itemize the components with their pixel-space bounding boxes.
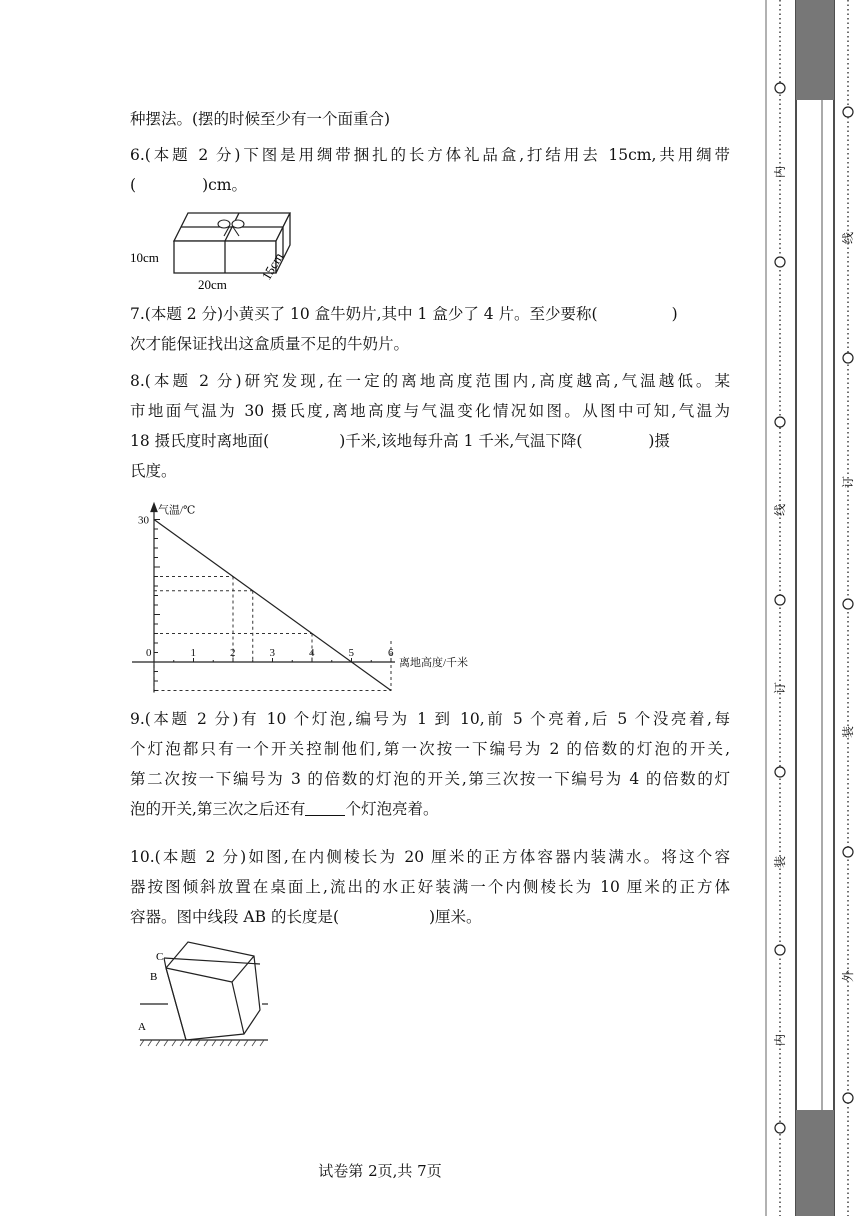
tilted-cube-figure (134, 938, 274, 1054)
binding-hole-icon (843, 847, 853, 857)
binding-hole-icon (775, 767, 785, 777)
binding-margin (760, 0, 860, 1216)
y-axis-title: 气温/℃ (158, 504, 196, 517)
binding-gray-bottom (796, 1110, 834, 1216)
water-surface-line (164, 958, 260, 964)
q8-line1: 8.(本题 2 分)研究发现,在一定的离地高度范围内,高度越高,气温越低。某 (130, 372, 730, 390)
binding-outer-label-2: 订 (841, 475, 855, 489)
question-10 (130, 842, 730, 932)
segment-cb (164, 958, 166, 968)
cube-edge-4 (166, 968, 186, 1040)
q9-line3: 第二次按一下编号为 3 的倍数的灯泡的开关,第三次按一下编号为 4 的倍数的灯 (130, 770, 730, 788)
q10-text-a: 容器。图中线段 AB 的长度是( (130, 908, 339, 926)
box-width-label: 15cm (258, 249, 287, 283)
binding-outer-label-4: 外 (841, 969, 855, 983)
binding-hole-icon (775, 595, 785, 605)
binding-hole-icon (775, 257, 785, 267)
q8-text-b: )千米,该地每升高 1 千米,气温下降( (339, 432, 583, 450)
q9-answer-blank[interactable] (305, 799, 345, 816)
q10-line2: 器按图倾斜放置在桌面上,流出的水正好装满一个内侧棱长为 10 厘米的正方体 (130, 878, 730, 896)
table-hatching (140, 1040, 264, 1046)
q6-paren-open: ( (130, 176, 137, 194)
q8-text-c: )摄 (648, 432, 670, 450)
q6-paren-close: )cm。 (202, 176, 247, 194)
binding-outer-label-1: 线 (841, 231, 855, 245)
x-tick-label: 3 (269, 647, 275, 659)
binding-hole-icon (843, 353, 853, 363)
box-height-label: 10cm (130, 250, 159, 265)
question-6 (130, 140, 730, 200)
q10-line3 (130, 902, 730, 932)
cube-outline (166, 942, 260, 1040)
y-tick-label: 30 (138, 514, 149, 527)
q9-line1: 9.(本题 2 分)有 10 个灯泡,编号为 1 到 10,前 5 个亮着,后 5 个没亮着,每 (130, 710, 730, 728)
x-tick-label: 4 (309, 647, 315, 659)
q8-text-a: 18 摄氏度时离地面( (130, 432, 270, 450)
question-5-tail (130, 104, 730, 134)
x-tick-label: 0 (146, 647, 152, 659)
q7-line2: 次才能保证找出这盒质量不足的牛奶片。 (130, 335, 410, 353)
binding-gray-top (796, 0, 834, 100)
q8-line3 (130, 426, 730, 456)
q6-line2 (130, 170, 730, 200)
binding-inner-label-2: 线 (773, 503, 787, 517)
point-b-label: B (150, 971, 158, 983)
q10-text-b: )厘米。 (429, 908, 482, 926)
point-a-label: A (138, 1021, 146, 1033)
binding-hole-icon (775, 1123, 785, 1133)
q9-line4 (130, 794, 730, 824)
q8-line2: 市地面气温为 30 摄氏度,离地高度与气温变化情况如图。从图中可知,气温为 (130, 402, 730, 420)
question-7 (130, 299, 730, 359)
x-tick-label: 5 (348, 647, 354, 659)
q7-text-b: ) (671, 305, 678, 323)
binding-inner-label-3: 订 (773, 681, 787, 695)
binding-inner-label-4: 装 (773, 855, 787, 869)
question-9 (130, 704, 730, 824)
question-8 (130, 366, 730, 486)
q6-line1: 6.(本题 2 分)下图是用绸带捆扎的长方体礼品盒,打结用去 15cm,共用绸带 (130, 146, 730, 164)
binding-inner-label-1: 内 (773, 165, 787, 179)
binding-outer-label-3: 装 (841, 725, 855, 739)
binding-hole-icon (775, 945, 785, 955)
q9-line2: 个灯泡都只有一个开关控制他们,第一次按一下编号为 2 的倍数的灯泡的开关, (130, 740, 730, 758)
q7-text-a: 7.(本题 2 分)小黄买了 10 盒牛奶片,其中 1 盒少了 4 片。至少要称( (130, 305, 598, 323)
cube-edge-1 (166, 968, 232, 982)
binding-hole-icon (775, 83, 785, 93)
q7-line1 (130, 299, 730, 329)
page-footer: 试卷第 2页,共 7页 (318, 1162, 442, 1180)
binding-hole-icon (843, 1093, 853, 1103)
q9-text-a: 泡的开关,第三次之后还有 (130, 800, 306, 818)
gift-box-figure (128, 205, 308, 295)
x-tick-label: 1 (190, 647, 196, 659)
q10-line1: 10.(本题 2 分)如图,在内侧棱长为 20 厘米的正方体容器内装满水。将这个容 (130, 848, 730, 866)
point-c-label: C (156, 951, 164, 963)
x-tick-label: 6 (388, 647, 394, 659)
cube-edge-2 (232, 956, 254, 982)
y-axis-arrow (151, 504, 157, 512)
q5-text: 种摆法。(摆的时候至少有一个面重合) (130, 110, 391, 128)
x-axis-title: 离地高度/千米 (399, 657, 469, 669)
binding-hole-icon (775, 417, 785, 427)
temperature-line (154, 520, 391, 691)
x-tick-label: 2 (230, 647, 236, 659)
temperature-altitude-chart (128, 500, 498, 700)
q9-text-b: 个灯泡亮着。 (345, 800, 439, 818)
q8-line4: 氏度。 (130, 462, 177, 480)
binding-hole-icon (843, 107, 853, 117)
cube-edge-3 (232, 982, 244, 1034)
binding-hole-icon (843, 599, 853, 609)
binding-inner-label-5: 内 (773, 1033, 787, 1047)
box-length-label: 20cm (198, 277, 227, 292)
